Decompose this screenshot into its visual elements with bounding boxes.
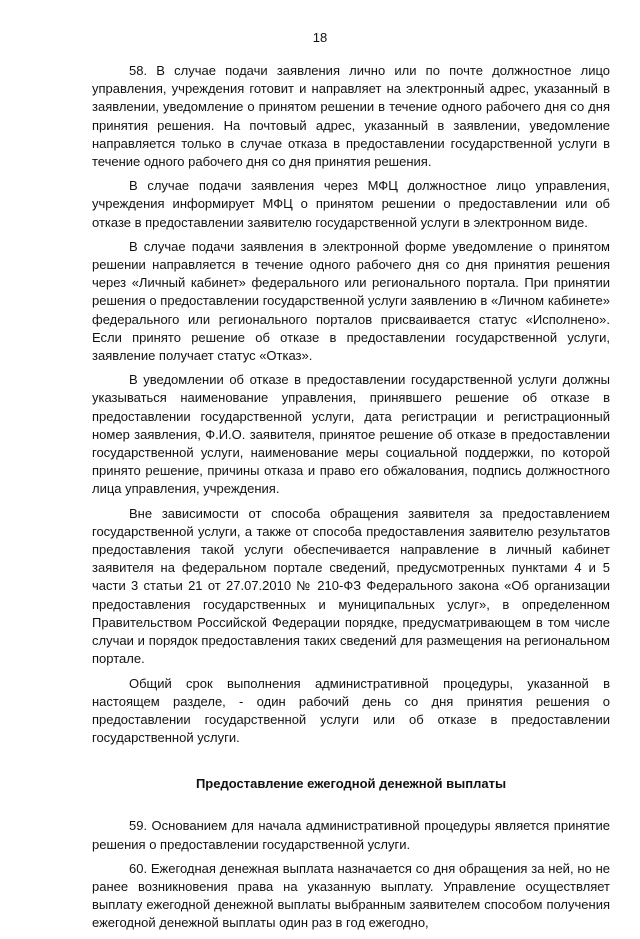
paragraph-58: 58. В случае подачи заявления лично или по почте должностное лицо управления, учреждения готовит и направляет на электронный адрес, указанный в заявлении, уведомление о принятом решении в течение одного рабочего дня со дня принятия решения. На почтовый адрес, указанный в заявлении, уведомление направляется только в случае отказа в предоставлении государственной услуги в течение одного рабочего дня со дня принятия решения. bbox=[92, 63, 610, 170]
paragraph-electronic: В случае подачи заявления в электронной форме уведомление о принятом решении направляется в течение одного рабочего дня со дня принятия решения через «Личный кабинет» федерального или регионального портала. При принятии решения о предоставлении государственной услуги заявлению в «Личном кабинете» федерального или регионального порталов присваивается статус «Исполнено». Если принято решение об отказе в предоставлении государственной услуги, заявление получает статус «Отказ». bbox=[92, 238, 610, 364]
paragraph-mfc: В случае подачи заявления через МФЦ должностное лицо управления, учреждения информирует МФЦ о принятом решении о предоставлении или об отказе в предоставлении заявителю государственной услуги в электронном виде. bbox=[92, 178, 610, 230]
paragraph-refusal-notice: В уведомлении об отказе в предоставлении государственной услуги должны указываться наименование управления, принявшего решение об отказе в предоставлении государственной услуги, дата регистрации и регистрационный номер заявления, Ф.И.О. заявителя, принятое решение об отказе в предоставлении государственной услуги, наименование меры социальной поддержки, по которой принято решение, причины отказа и право его обжалования, подпись должностного лица управления, учреждения. bbox=[92, 372, 610, 497]
page-number: 18 bbox=[312, 30, 328, 45]
paragraph-personal-account: Вне зависимости от способа обращения заявителя за предоставлением государственной услуги, а также от способа предоставления заявителю результатов предоставления такой услуги обеспечивается направление в личный кабинет заявителя на федеральном портале сведений, предусмотренных пунктами 4 и 5 части 3 статьи 21 от 27.07.2010 № 210-ФЗ Федерального закона «Об организации предоставления государственных и муниципальных услуг», в определенном Правительством Российской Федерации порядке, предусматривающем в том числе случаи и порядок предоставления таких сведений для размещения на региональном портале. bbox=[92, 505, 610, 667]
section-heading: Предоставление ежегодной денежной выплаты bbox=[195, 776, 507, 792]
document-body bbox=[92, 62, 610, 939]
paragraph-59: 59. Основанием для начала административной процедуры является принятие решения о предоставлении государственной услуги. bbox=[92, 818, 610, 852]
paragraph-60: 60. Ежегодная денежная выплата назначается со дня обращения за ней, но не ранее возникновения права на указанную выплату. Управление осуществляет выплату ежегодной денежной выплаты выбранным заявителем способом получения ежегодной денежной выплаты один раз в год ежегодно, bbox=[92, 860, 610, 931]
paragraph-total-term: Общий срок выполнения административной процедуры, указанной в настоящем разделе, - один рабочий день со дня принятия решения о предоставлении государственной услуги или об отказе в предоставлении государственной услуги. bbox=[92, 675, 610, 746]
